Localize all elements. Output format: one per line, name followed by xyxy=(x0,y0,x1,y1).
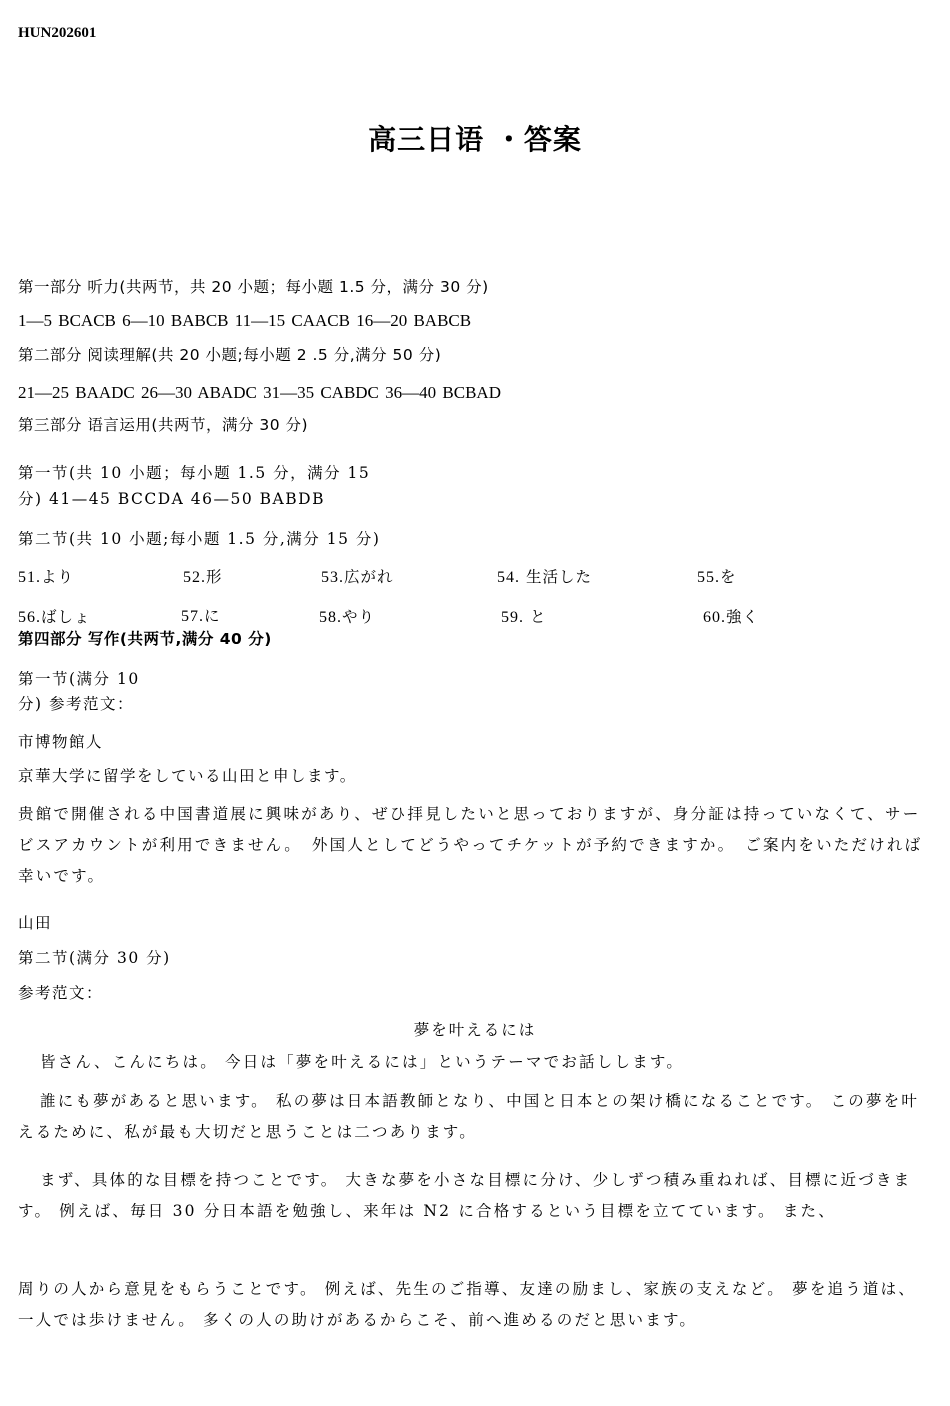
blank-answer: より xyxy=(41,568,75,586)
letter-intro: 京華大学に留学をしている山田と申します。 xyxy=(18,767,357,785)
letter-recipient: 市博物館人 xyxy=(18,733,104,751)
part2-heading: 第二部分 阅读理解(共 20 小题;每小题 2 .5 分,满分 50 分) xyxy=(18,346,442,364)
blank-60: 60.強く xyxy=(703,608,760,626)
essay-paragraph-2: 誰にも夢があると思います。 私の夢は日本語教師となり、中国と日本との架け橋になることです。 この夢を叶えるために、私が最も大切だと思うことは二つあります。 xyxy=(18,1092,920,1141)
blank-answer: 形 xyxy=(206,568,223,586)
blank-51: 51.より xyxy=(18,568,75,586)
blank-59: 59. と xyxy=(501,608,547,626)
part4-section1-line2: 分) 参考范文： xyxy=(18,695,134,713)
blank-answer: ばしょ xyxy=(41,608,91,626)
blank-55: 55.を xyxy=(697,568,737,586)
blank-answer: 強く xyxy=(726,608,760,626)
part4-section2-heading: 第二节(满分 30 分) xyxy=(18,949,171,967)
blank-answer: やり xyxy=(342,608,376,626)
blank-56: 56.ばしょ xyxy=(18,608,91,626)
sample-essay-label: 参考范文： xyxy=(18,984,104,1002)
part3-section1-line2: 分) 41—45 BCCDA 46—50 BABDB xyxy=(18,490,325,508)
blank-54: 54. 生活した xyxy=(497,568,592,586)
blank-answer: 生活した xyxy=(525,568,592,586)
letter-signature: 山田 xyxy=(18,914,53,932)
blank-answer: を xyxy=(720,568,737,586)
part3-section1-line1: 第一节(共 10 小题；每小题 1.5 分，满分 15 xyxy=(18,464,371,482)
page-title: 高三日语 ・答案 xyxy=(368,123,582,156)
blank-58: 58.やり xyxy=(319,608,376,626)
essay-paragraph-3: まず、具体的な目標を持つことです。 大きな夢を小さな目標に分け、少しずつ積み重ねれば、目標に近づきます。 例えば、毎日 30 分日本語を勉強し、来年は N2 に合格するという目標を立てています。 また、 xyxy=(18,1171,912,1220)
blank-53: 53.広がれ xyxy=(321,568,394,586)
essay-title: 夢を叶えるには xyxy=(413,1021,537,1039)
blank-answer: に xyxy=(204,607,221,625)
part1-answers: 1—5 BCACB 6—10 BABCB 11—15 CAACB 16—20 BABCB xyxy=(18,311,472,330)
part4-heading: 第四部分 写作(共两节,满分 40 分) xyxy=(18,630,272,648)
blank-52: 52.形 xyxy=(183,568,223,586)
letter-body: 贵館で開催される中国書道展に興味があり、ぜひ拝見したいと思っておりますが、身分証は持っていなくて、サービスアカウントが利用できません。 外国人としてどうやってチケットが予約できますか。 ご案内をいただければ幸いです。 xyxy=(18,805,923,885)
blank-57: 57.に xyxy=(181,607,221,625)
part2-answers: 21—25 BAADC 26—30 ABADC 31—35 CABDC 36—40 BCBAD xyxy=(18,383,501,402)
essay-paragraph-1: 皆さん、こんにちは。 今日は「夢を叶えるには」というテーマでお話しします。 xyxy=(40,1053,685,1071)
part3-heading: 第三部分 语言运用(共两节，满分 30 分) xyxy=(18,416,309,434)
document-code: HUN202601 xyxy=(18,25,97,41)
part4-section1-line1: 第一节(满分 10 xyxy=(18,670,140,688)
blank-answer: と xyxy=(529,608,547,626)
part3-section2-heading: 第二节(共 10 小题;每小题 1.5 分,满分 15 分) xyxy=(18,530,381,548)
part1-heading: 第一部分 听力(共两节，共 20 小题；每小题 1.5 分，满分 30 分) xyxy=(18,278,489,296)
essay-paragraph-4: 周りの人から意見をもらうことです。 例えば、先生のご指導、友達の励まし、家族の支えなど。 夢を追う道は、一人では歩けません。 多くの人の助けがあるからこそ、前へ進めるのだと思います。 xyxy=(18,1280,917,1329)
blank-answer: 広がれ xyxy=(344,568,394,586)
